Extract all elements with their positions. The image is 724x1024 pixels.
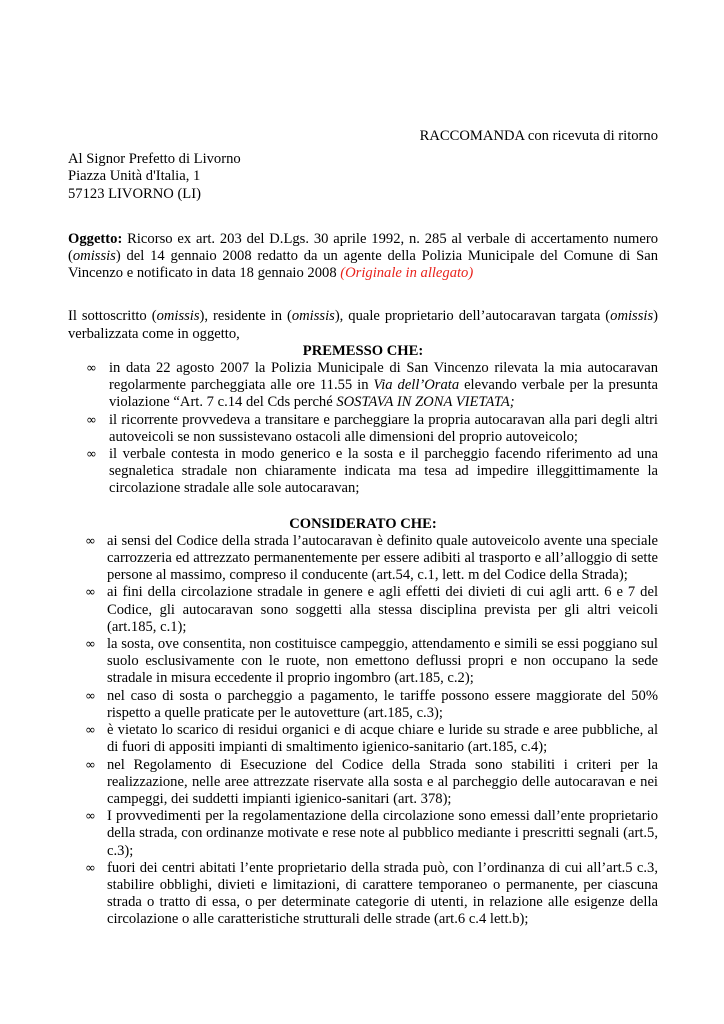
infinity-bullet-icon: ∞	[85, 585, 96, 601]
recipient-city: 57123 LIVORNO (LI)	[68, 185, 201, 202]
premesso-item1-street: Via dell’Orata	[373, 377, 460, 394]
premesso-item2-text: il ricorrente provvedeva a transitare e parcheggiare la propria autocaravan alla pari degli altri autoveicoli se non sussistevano ostacoli alle dimensioni del proprio autoveicolo;	[109, 411, 658, 445]
infinity-bullet-icon: ∞	[86, 361, 97, 377]
considerato-list	[68, 533, 658, 929]
list-item	[68, 722, 658, 756]
list-item	[68, 533, 658, 585]
list-item	[68, 360, 658, 412]
oggetto-text-2: ) del 14 gennaio 2008 redatto da un agente della Polizia Municipale del Comune di San Vincenzo e notificato in data 18 gennaio 2008	[68, 248, 658, 282]
considerato-item-text: fuori dei centri abitati l’ente proprietario della strada può, con l’ordinanza di cui all’art.5 c.3, stabilire obblighi, divieti e limitazioni, di carattere temporaneo o permanente, per ciascuna strada o tratto di essa, o per determinate categorie di utenti, in relazione alle esigenze della circolazione o alle caratteristiche strutturali delle strade (art.6 c.4 lett.b);	[107, 859, 658, 928]
premesso-heading: PREMESSO CHE:	[302, 342, 424, 359]
list-item	[68, 757, 658, 809]
oggetto-omissis: omissis	[72, 248, 116, 265]
infinity-bullet-icon: ∞	[85, 637, 96, 653]
infinity-bullet-icon: ∞	[85, 533, 96, 549]
infinity-bullet-icon: ∞	[85, 723, 96, 739]
considerato-item-text: nel Regolamento di Esecuzione del Codice della Strada sono stabiliti i criteri per la realizzazione, nelle aree attrezzate riservate alla sosta e al parcheggio delle autocaravan e nei campeggi, dei suddetti impianti igienico-sanitari (art. 378);	[107, 756, 658, 807]
oggetto-label: Oggetto:	[68, 230, 123, 247]
list-item	[68, 808, 658, 860]
considerato-item-text: I provvedimenti per la regolamentazione della circolazione sono emessi dall’ente proprietario della strada, con ordinanze motivate e rese note al pubblico mediante i prescritti segnali (art.5, c.3);	[107, 808, 658, 859]
infinity-bullet-icon: ∞	[86, 447, 97, 463]
oggetto-paragraph	[68, 231, 658, 283]
intro-omissis-2: omissis	[291, 308, 335, 325]
list-item	[68, 446, 658, 498]
recipient-name: Al Signor Prefetto di Livorno	[68, 151, 241, 168]
considerato-item-text: la sosta, ove consentita, non costituisce campeggio, attendamento e simili se essi poggiano sul suolo esclusivamente con le ruote, non emettono deflussi propri e non occupano la sede stradale in misura eccedente il proprio ingombro (art.185, c.2);	[107, 636, 658, 687]
intro-omissis-3: omissis	[610, 308, 654, 325]
list-item	[68, 584, 658, 636]
list-item	[68, 688, 658, 722]
recipient-street: Piazza Unità d'Italia, 1	[68, 168, 201, 185]
considerato-item-text: è vietato lo scarico di residui organici e di acque chiare e luride su strade e aree pubbliche, al di fuori di appositi impianti di smaltimento igienico-sanitario (art.185, c.4);	[107, 722, 658, 756]
infinity-bullet-icon: ∞	[85, 860, 96, 876]
premesso-item3-text: il verbale contesta in modo generico e la sosta e il parcheggio facendo riferimento ad una segnaletica stradale non chiaramente indicata ma tesa ad impedire illeggittimamente la circolazione stradale alle sole autocaravan;	[109, 446, 658, 497]
infinity-bullet-icon: ∞	[85, 809, 96, 825]
raccomanda-line: RACCOMANDA con ricevuta di ritorno	[419, 128, 658, 144]
infinity-bullet-icon: ∞	[85, 688, 96, 704]
list-item	[68, 860, 658, 929]
intro-text-1: Il sottoscritto (	[68, 308, 157, 325]
considerato-heading: CONSIDERATO CHE:	[289, 515, 437, 532]
list-item	[68, 412, 658, 446]
infinity-bullet-icon: ∞	[86, 412, 97, 428]
premesso-item1-text-1: in data 22 agosto 2007 la Polizia Municipale di San Vincenzo rilevata la mia autocaravan regolarmente parcheggiata alle ore 11.55 in	[109, 360, 658, 394]
infinity-bullet-icon: ∞	[85, 757, 96, 773]
intro-paragraph	[68, 308, 658, 342]
recipient-address	[68, 151, 658, 203]
oggetto-text-1: Ricorso ex art. 203 del D.Lgs. 30 aprile 1992, n. 285 al verbale di accertamento numero (	[68, 230, 658, 265]
intro-text-4: ) verbalizzata come in oggetto,	[68, 308, 658, 342]
intro-omissis-1: omissis	[156, 308, 200, 325]
list-item	[68, 636, 658, 688]
considerato-item-text: nel caso di sosta o parcheggio a pagamento, le tariffe possono essere maggiorate del 50% rispetto a quelle praticate per le autovetture (art.185, c.3);	[107, 687, 658, 721]
considerato-item-text: ai sensi del Codice della strada l’autocaravan è definito quale autoveicolo avente una speciale carrozzeria ed attrezzato permanentemente per essere adibiti al trasporto e all’alloggio di sette persone al massimo, compreso il conducente (art.54, c.1, lett. m del Codice della Strada);	[107, 532, 658, 584]
considerato-item-text: ai fini della circolazione stradale in genere e agli effetti dei divieti di cui agli artt. 6 e 7 del Codice, gli autocaravan sono soggetti alla stessa disciplina prevista per gli altri veicoli (art.185, c.1);	[107, 584, 658, 635]
originale-allegato-note: (Originale in allegato)	[340, 265, 474, 282]
intro-text-3: ), quale proprietario dell’autocaravan targata (	[334, 308, 611, 325]
letter-page	[68, 128, 658, 929]
premesso-item1-violation: SOSTAVA IN ZONA VIETATA;	[336, 394, 515, 411]
premesso-list	[68, 360, 658, 498]
intro-text-2: ), residente in (	[199, 308, 292, 325]
premesso-item1-text-2: elevando verbale per la presunta violazione “Art. 7 c.14 del Cds perché	[109, 377, 658, 411]
